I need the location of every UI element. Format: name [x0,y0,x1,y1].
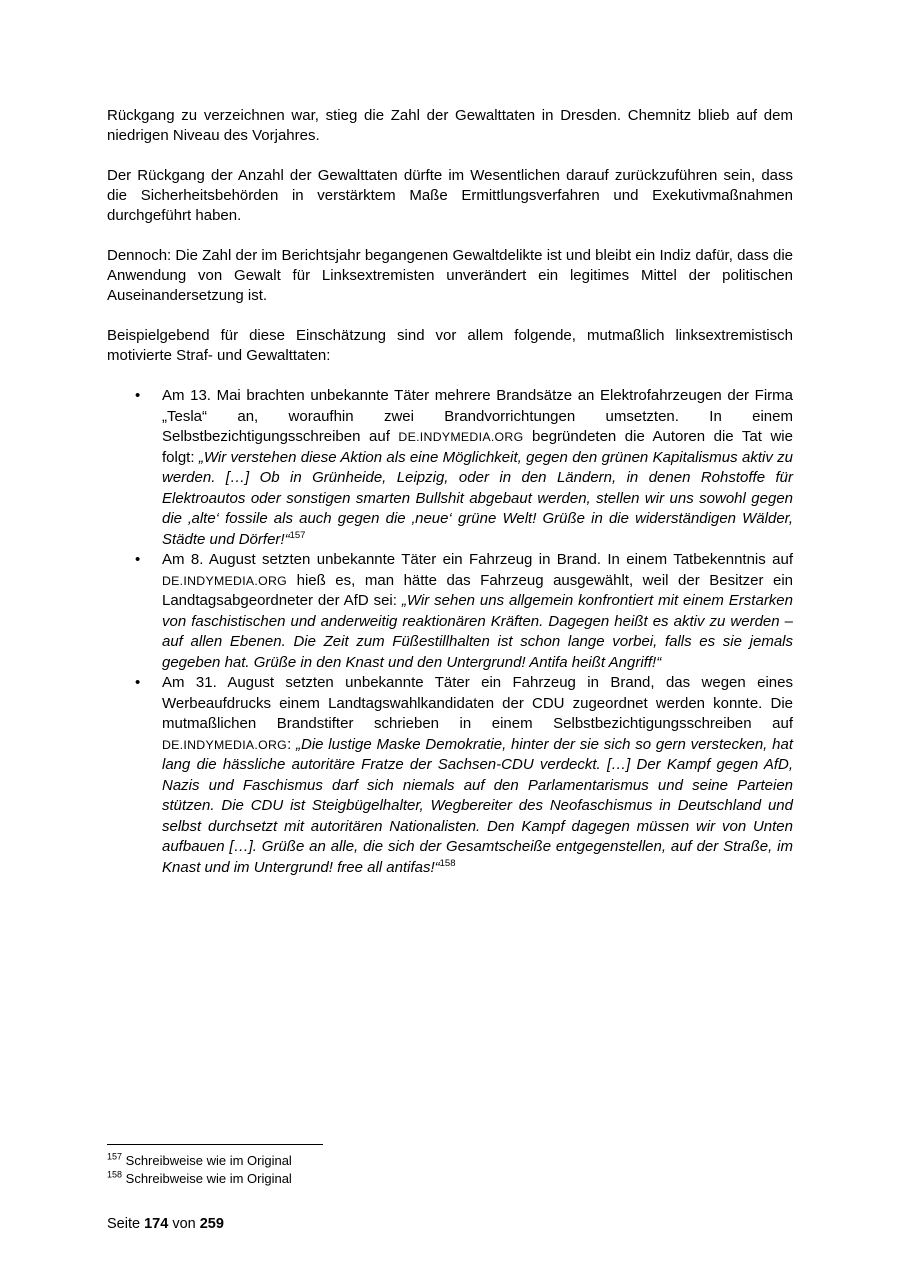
footer-of-label: von [168,1216,200,1232]
bullet-item-tesla [162,386,793,550]
paragraph-dennoch: Dennoch: Die Zahl der im Berichtsjahr begangenen Gewaltdelikte ist und bleibt ein Indiz dafür, dass die Anwendung von Gewalt für Linksextremisten unverändert ein legitimes Mittel der politischen Auseinandersetzung ist. [107,247,793,304]
paragraph-beispielgebend: Beispielgebend für diese Einschätzung sind vor allem folgende, mutmaßlich linksextremistisch motivierte Straf- und Gewalttaten: [107,327,793,364]
text-segment-normal: Am 13. Mai brachten unbekannte Täter mehrere Brandsätze an Elektrofahrzeugen der Firma „Tesla“ an, woraufhin zwei Brandvorrichtungen umsetzten. In einem Selbstbezichtigungsschreiben auf [162,387,793,445]
incident-bullet-list [107,386,793,878]
text-segment-normal: Am 31. August setzten unbekannte Täter ein Fahrzeug in Brand, das wegen eines Werbeaufdrucks einem Landtagswahlkandidaten der CDU zugeordnet werden konnte. Die mutmaßlichen Brandstifter schrieben in einem Selbstbezichtigungsschreiben auf [162,674,793,732]
page-content [107,106,793,878]
footer-page-label: Seite [107,1216,145,1232]
bullet-item-cdu-fahrzeug [162,673,793,878]
text-segment-normal: begründeten die Autoren die Tat wie folgt: [162,428,793,466]
text-segment-sup: 158 [439,857,456,869]
footnotes-section [107,1144,793,1188]
footnote-marker: 158 [107,1169,123,1180]
text-segment-italic: „Die lustige Maske Demokratie, hinter der sie sich so gern verstecken, hat lang die hässliche autoritäre Fratze der Sachsen-CDU verdeckt. […] Der Kampf gegen AfD, Nazis und Faschismus darf sich niemals auf den Parlamentarismus und seine Parteien stützen. Die CDU ist Steigbügelhalter, Wegbereiter des Neofaschismus in Deutschland und selbst durchsetzt mit autoritären Nationalisten. Den Kampf dagegen müssen wir von Unten aufbauen […]. Grüße an alle, die sich der Gesamtscheiße entgegenstellen, auf der Straße, im Knast und im Untergrund! free all antifas!“ [162,735,793,876]
page-footer [107,1215,224,1233]
footnote-158 [107,1170,793,1188]
paragraph-intro: Rückgang zu verzeichnen war, stieg die Zahl der Gewalttaten in Dresden. Chemnitz blieb auf dem niedrigen Niveau des Vorjahres. [107,107,793,144]
bullet-item-afd-fahrzeug [162,550,793,673]
footnote-text: Schreibweise wie im Original [125,1153,292,1168]
text-segment-normal: : [287,735,297,753]
text-segment-italic: „Wir verstehen diese Aktion als eine Möglichkeit, gegen den grünen Kapitalismus aktiv zu werden. […] Ob in Grünheide, Leipzig, oder in den Ländern, in denen Rohstoffe für Elektroautos oder sonstigen smarten Bullshit abgebaut werden, stellen wir uns sowohl gegen die ‚alte‘ fossile als auch gegen die ‚neue‘ grüne Welt! Grüße in die widerständigen Wälder, Städte und Dörfer!“ [162,448,793,548]
text-segment-sup: 157 [289,529,306,541]
footnote-separator [107,1144,323,1145]
footnote-157 [107,1152,793,1170]
text-segment-smallcaps: DE.INDYMEDIA.ORG [162,573,288,588]
text-segment-smallcaps: DE.INDYMEDIA.ORG [398,430,524,444]
footnote-text: Schreibweise wie im Original [125,1171,292,1186]
paragraph-ruckgang: Der Rückgang der Anzahl der Gewalttaten dürfte im Wesentlichen darauf zurückzuführen sein, dass die Sicherheitsbehörden in verstärktem Maße Ermittlungsverfahren und Exekutivmaßnahmen durchgeführt haben. [107,167,793,224]
footer-total-pages: 259 [199,1216,224,1232]
text-segment-italic: „Wir sehen uns allgemein konfrontiert mit einem Erstarken von faschistischen und anderweitig reaktionären Kräften. Dagegen heißt es aktiv zu werden – auf allen Ebenen. Die Zeit zum Füßestillhalten ist schon lange vorbei, falls es sie jemals gegeben hat. Grüße in den Knast und den Untergrund! Antifa heißt Angriff!“ [162,592,793,671]
text-segment-smallcaps: DE.INDYMEDIA.ORG [162,737,288,752]
footer-current-page: 174 [144,1216,169,1232]
text-segment-normal: Am 8. August setzten unbekannte Täter ein Fahrzeug in Brand. In einem Tatbekenntnis auf [162,551,793,568]
text-segment-normal: hieß es, man hätte das Fahrzeug ausgewählt, weil der Besitzer ein Landtagsabgeordneter der AfD sei: [162,571,793,609]
footnote-marker: 157 [107,1151,123,1162]
